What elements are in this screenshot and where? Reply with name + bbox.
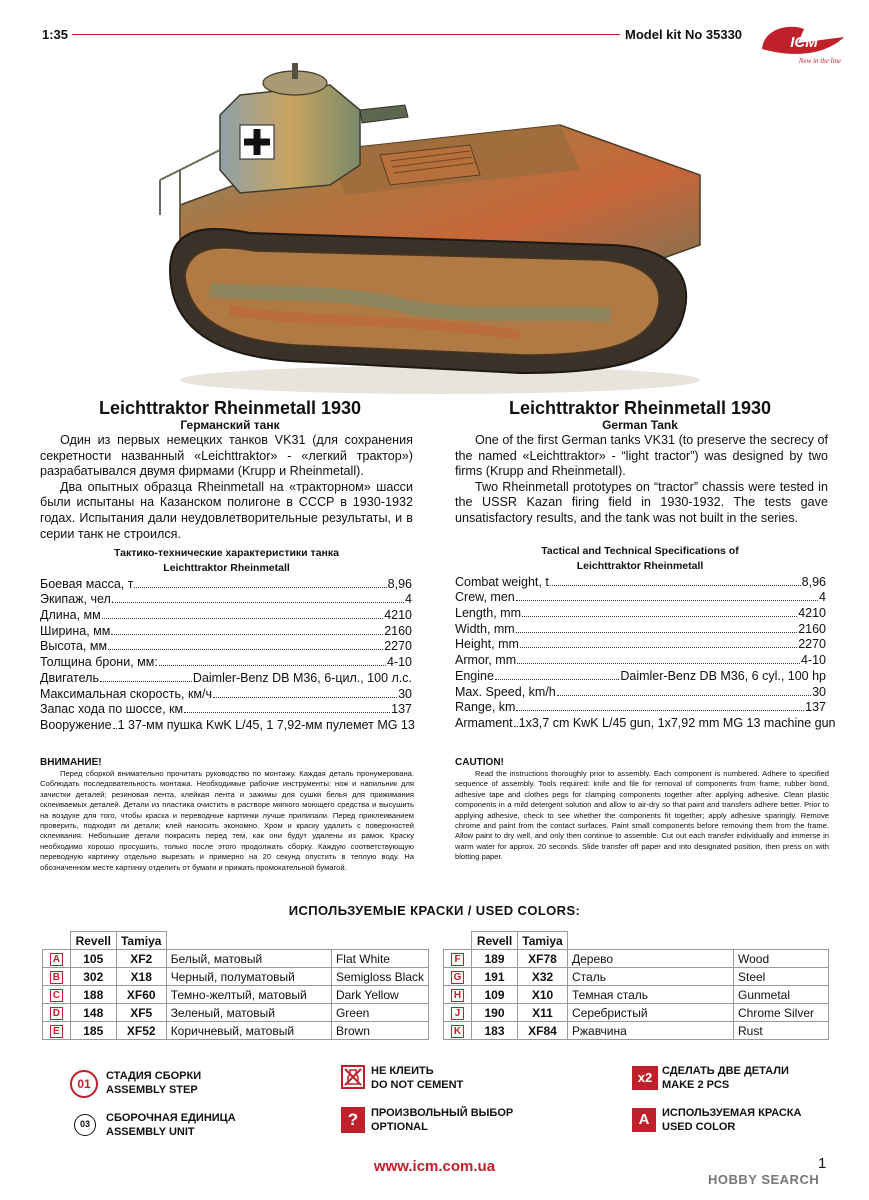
leader-dots bbox=[550, 585, 801, 586]
spec-row bbox=[40, 669, 412, 685]
revell-code: 190 bbox=[472, 1004, 518, 1022]
tank-illustration bbox=[140, 55, 730, 395]
legend-en: MAKE 2 PCS bbox=[662, 1079, 730, 1091]
leader-dots bbox=[108, 649, 383, 650]
color-name-ru: Коричневый, матовый bbox=[166, 1022, 331, 1040]
spec-value: 2160 bbox=[798, 621, 826, 636]
optional-label bbox=[371, 1106, 513, 1134]
color-name-en: Wood bbox=[734, 950, 829, 968]
en-spec-heading bbox=[455, 544, 825, 574]
en-warning-title: CAUTION! bbox=[455, 757, 504, 768]
spec-label: Armor, mm bbox=[455, 653, 517, 668]
en-title: Leichttraktor Rheinmetall 1930 bbox=[508, 398, 772, 418]
revell-code: 302 bbox=[70, 968, 116, 986]
spec-row bbox=[455, 604, 826, 620]
assembly-unit-label bbox=[106, 1111, 236, 1139]
spec-value: 1 37-мм пушка KwK L/45, 1 7,92-мм пулемет MG 13 bbox=[117, 717, 415, 732]
color-name-ru: Черный, полуматовый bbox=[166, 968, 331, 986]
color-name-ru: Темно-желтый, матовый bbox=[166, 986, 331, 1004]
color-letter-badge: D bbox=[50, 1007, 63, 1020]
leader-dots bbox=[520, 647, 797, 648]
leader-dots bbox=[516, 600, 818, 601]
paint-row bbox=[43, 968, 429, 986]
spec-label: Экипаж, чел. bbox=[40, 592, 115, 607]
en-paragraph: One of the first German tanks VK31 (to preserve the secrecy of the named «Leichttraktor» - “light tractor”) was designed by two firms (Krupp and Rheinmetall). bbox=[455, 433, 828, 479]
color-name-ru: Дерево bbox=[568, 950, 734, 968]
paint-row bbox=[444, 1004, 829, 1022]
tamiya-code: X32 bbox=[518, 968, 568, 986]
spec-row bbox=[40, 716, 415, 732]
spec-label: Length, mm bbox=[455, 606, 522, 621]
tamiya-header: Tamiya bbox=[518, 932, 568, 950]
spec-row bbox=[40, 638, 412, 654]
paint-row bbox=[444, 950, 829, 968]
leader-dots bbox=[522, 616, 797, 617]
spec-value: 30 bbox=[398, 686, 412, 701]
spec-row bbox=[455, 589, 826, 605]
color-name-ru: Темная сталь bbox=[568, 986, 734, 1004]
legend-ru: СТАДИЯ СБОРКИ bbox=[106, 1070, 202, 1082]
leader-dots bbox=[557, 695, 811, 696]
spec-value: Daimler-Benz DB M36, 6 cyl., 100 hp bbox=[620, 668, 826, 683]
color-letter-badge: E bbox=[50, 1025, 63, 1038]
leader-dots bbox=[102, 618, 383, 619]
paint-row bbox=[43, 1004, 429, 1022]
ru-subtitle: Германский танк bbox=[180, 418, 280, 432]
model-kit-number: Model kit No 35330 bbox=[625, 27, 743, 42]
color-letter-badge: K bbox=[451, 1025, 464, 1038]
revell-code: 188 bbox=[70, 986, 116, 1004]
color-letter-badge: G bbox=[451, 971, 464, 984]
color-name-en: Green bbox=[331, 1004, 428, 1022]
paint-table-left bbox=[42, 931, 429, 1040]
en-warning-text bbox=[455, 769, 829, 863]
page-number: 1 bbox=[818, 1155, 827, 1172]
revell-header: Revell bbox=[472, 932, 518, 950]
spec-row bbox=[455, 667, 826, 683]
spec-row bbox=[40, 622, 412, 638]
used-color-icon: A bbox=[632, 1108, 656, 1132]
legend-ru: НЕ КЛЕИТЬ bbox=[371, 1065, 434, 1077]
spec-label: Боевая масса, т bbox=[40, 576, 134, 591]
en-description bbox=[455, 433, 828, 527]
paint-table-right bbox=[443, 931, 829, 1040]
ru-paragraph: Два опытных образца Rheinmetall на «тракторном» шасси были испытаны на Казанском полигоне в СССР в 1930-1932 годах. Испытания дали неудовлетворительные результаты, и в серии танк не строился. bbox=[40, 479, 413, 541]
paint-table-header bbox=[444, 932, 829, 950]
en-subtitle: German Tank bbox=[602, 418, 678, 432]
spec-row bbox=[40, 653, 412, 669]
header-blank bbox=[444, 932, 472, 950]
ru-warning-body: Перед сборкой внимательно прочитать руководство по монтажу. Каждая деталь пронумерована. Соблюдать последовательность монтажа. Необходимые рабочие инструменты: нож и напильник для зачистки деталей; резиновая лента, клейкая лента и зажимы для сушки белья для прижимания склеиваемых деталей. Детали из пластика очистить в растворе мягкого моющего средства и высушить на воздухе для того, чтобы краска и переводные картинки лучше прилипали. Перед приклеиванием проверить, подходят ли детали; клей наносить экономно. Хром и краску удалить с поверхностей склеивания. Небольшие детали покрасить перед тем, как они будут удалены из рамок. Краску необходимо хорошо просушить, только после этого продолжать сборку. Каждую соответствующую переводную картинку отдельно вырезать и примерно на 20 секунд опустить в теплую воду. На обозначенном месте картинку отделить от бумаги и прижать промокательной бумагой. bbox=[40, 769, 414, 872]
color-name-en: Rust bbox=[734, 1022, 829, 1040]
legend-en: ASSEMBLY UNIT bbox=[106, 1126, 195, 1138]
leader-dots bbox=[213, 697, 397, 698]
spec-row bbox=[40, 606, 412, 622]
ru-spec-heading-line: Leichttraktor Rheinmetall bbox=[163, 562, 290, 574]
ru-spec-heading bbox=[40, 546, 413, 576]
revell-code: 191 bbox=[472, 968, 518, 986]
icm-logo bbox=[758, 23, 850, 67]
spec-label: Двигатель bbox=[40, 670, 99, 685]
leader-dots bbox=[517, 663, 800, 664]
leader-dots bbox=[516, 632, 797, 633]
spec-value: 4 bbox=[819, 590, 826, 605]
en-paragraph: Two Rheinmetall prototypes on “tractor” chassis were tested in the USSR Kazan firing field in 1930-1932. The tests gave unsatisfactory results, and the tank was not built in the series. bbox=[455, 479, 828, 525]
tamiya-code: X18 bbox=[116, 968, 166, 986]
tamiya-code: XF84 bbox=[518, 1022, 568, 1040]
leader-dots bbox=[100, 681, 192, 682]
spec-row bbox=[40, 685, 412, 701]
used-color-label bbox=[662, 1106, 801, 1134]
leader-dots bbox=[159, 665, 386, 666]
legend-ru: СБОРОЧНАЯ ЕДИНИЦА bbox=[106, 1112, 236, 1124]
paint-row bbox=[444, 986, 829, 1004]
used-colors-heading: ИСПОЛЬЗУЕМЫЕ КРАСКИ / USED COLORS: bbox=[288, 903, 581, 918]
no-cement-icon bbox=[341, 1065, 365, 1089]
color-name-en: Gunmetal bbox=[734, 986, 829, 1004]
spec-row bbox=[455, 620, 826, 636]
optional-icon: ? bbox=[341, 1107, 365, 1133]
color-letter-badge: H bbox=[451, 989, 464, 1002]
website-link[interactable]: www.icm.com.ua bbox=[373, 1158, 496, 1175]
tamiya-header: Tamiya bbox=[116, 932, 166, 950]
spec-label: Вооружение bbox=[40, 717, 112, 732]
legend-en: OPTIONAL bbox=[371, 1121, 428, 1133]
tamiya-code: XF52 bbox=[116, 1022, 166, 1040]
color-name-ru: Сталь bbox=[568, 968, 734, 986]
leader-dots bbox=[184, 712, 390, 713]
spec-label: Max. Speed, km/h bbox=[455, 684, 556, 699]
legend-en: USED COLOR bbox=[662, 1121, 736, 1133]
color-name-en: Steel bbox=[734, 968, 829, 986]
en-spec-heading-line: Leichttraktor Rheinmetall bbox=[576, 560, 704, 572]
leader-dots bbox=[495, 679, 619, 680]
legend-en: DO NOT CEMENT bbox=[371, 1079, 464, 1091]
spec-row bbox=[455, 573, 826, 589]
color-name-en: Flat White bbox=[331, 950, 428, 968]
spec-value: 2270 bbox=[798, 637, 826, 652]
spec-label: Engine bbox=[455, 668, 494, 683]
spec-label: Range, km bbox=[455, 700, 516, 715]
leader-dots bbox=[115, 602, 404, 603]
spec-value: 30 bbox=[812, 684, 826, 699]
paint-row bbox=[43, 986, 429, 1004]
header-blank bbox=[43, 932, 71, 950]
spec-label: Толщина брони, мм: bbox=[40, 655, 158, 670]
leader-dots bbox=[111, 634, 383, 635]
spec-row bbox=[455, 714, 836, 730]
tamiya-code: XF78 bbox=[518, 950, 568, 968]
spec-value: 8,96 bbox=[387, 576, 412, 591]
spec-row bbox=[455, 636, 826, 652]
leader-dots bbox=[516, 710, 804, 711]
spec-value: 2160 bbox=[384, 623, 412, 638]
spec-label: Combat weight, t bbox=[455, 574, 549, 589]
make-two-icon: x2 bbox=[632, 1066, 658, 1090]
revell-header: Revell bbox=[70, 932, 116, 950]
ru-paragraph: Один из первых немецких танков VK31 (для сохранения секретности названный «Leichttraktor» - «легкий трактор») разрабатывался двумя фирмами (Krupp и Rheinmetall). bbox=[40, 433, 413, 479]
assembly-step-label bbox=[106, 1069, 201, 1097]
color-letter-badge: C bbox=[50, 989, 63, 1002]
spec-row bbox=[455, 699, 826, 715]
spec-value: 137 bbox=[805, 700, 826, 715]
leader-dots bbox=[514, 726, 518, 727]
color-name-ru: Серебристый bbox=[568, 1004, 734, 1022]
spec-value: 4210 bbox=[798, 606, 826, 621]
tamiya-code: X11 bbox=[518, 1004, 568, 1022]
header-blank bbox=[331, 932, 428, 950]
revell-code: 185 bbox=[70, 1022, 116, 1040]
paint-row bbox=[444, 1022, 829, 1040]
ru-spec-heading-line: Тактико-технические характеристики танка bbox=[114, 547, 339, 559]
spec-label: Запас хода по шоссе, км bbox=[40, 702, 184, 717]
color-name-en: Dark Yellow bbox=[331, 986, 428, 1004]
revell-code: 183 bbox=[472, 1022, 518, 1040]
spec-label: Максимальная скорость, км/ч bbox=[40, 686, 212, 701]
revell-code: 109 bbox=[472, 986, 518, 1004]
tamiya-code: XF5 bbox=[116, 1004, 166, 1022]
revell-code: 189 bbox=[472, 950, 518, 968]
leader-dots bbox=[134, 587, 386, 588]
revell-code: 105 bbox=[70, 950, 116, 968]
spec-value: 4 bbox=[405, 592, 412, 607]
ru-description bbox=[40, 433, 413, 542]
spec-value: 137 bbox=[391, 702, 412, 717]
color-name-en: Semigloss Black bbox=[331, 968, 428, 986]
spec-label: Высота, мм bbox=[40, 639, 108, 654]
ru-title: Leichttraktor Rheinmetall 1930 bbox=[98, 398, 362, 418]
spec-row bbox=[455, 651, 826, 667]
scale-label: 1:35 bbox=[42, 27, 69, 42]
legend-ru: ИСПОЛЬЗУЕМАЯ КРАСКА bbox=[662, 1107, 802, 1119]
color-letter-badge: F bbox=[451, 953, 464, 966]
ru-warning-title: ВНИМАНИЕ! bbox=[40, 757, 102, 768]
spec-label: Height, mm bbox=[455, 637, 519, 652]
spec-label: Armament bbox=[455, 715, 513, 730]
spec-label: Длина, мм bbox=[40, 608, 101, 623]
make-two-label bbox=[662, 1064, 789, 1092]
color-letter-badge: B bbox=[50, 971, 63, 984]
paint-row bbox=[43, 1022, 429, 1040]
tamiya-code: X10 bbox=[518, 986, 568, 1004]
ru-spec-list bbox=[40, 575, 415, 732]
header-blank bbox=[734, 932, 829, 950]
spec-label: Width, mm bbox=[455, 621, 515, 636]
leader-dots bbox=[113, 728, 117, 729]
spec-row bbox=[40, 575, 412, 591]
paint-table-header bbox=[43, 932, 429, 950]
legend-ru: ПРОИЗВОЛЬНЫЙ ВЫБОР bbox=[371, 1107, 514, 1119]
header-rule bbox=[72, 34, 620, 35]
spec-label: Ширина, мм bbox=[40, 623, 111, 638]
color-name-ru: Ржавчина bbox=[568, 1022, 734, 1040]
spec-row bbox=[40, 701, 412, 717]
color-letter-badge: A bbox=[50, 953, 63, 966]
legend-en: ASSEMBLY STEP bbox=[106, 1084, 198, 1096]
en-spec-heading-line: Tactical and Technical Specifications of bbox=[541, 545, 739, 557]
color-name-ru: Зеленый, матовый bbox=[166, 1004, 331, 1022]
tamiya-code: XF60 bbox=[116, 986, 166, 1004]
color-name-en: Chrome Silver bbox=[734, 1004, 829, 1022]
svg-text:New in the line: New in the line bbox=[798, 57, 842, 65]
color-name-en: Brown bbox=[331, 1022, 428, 1040]
no-cement-label bbox=[371, 1064, 463, 1092]
assembly-unit-icon: 03 bbox=[74, 1114, 96, 1136]
color-letter-badge: J bbox=[451, 1007, 464, 1020]
revell-code: 148 bbox=[70, 1004, 116, 1022]
tamiya-code: XF2 bbox=[116, 950, 166, 968]
spec-row bbox=[455, 683, 826, 699]
spec-row bbox=[40, 591, 412, 607]
spec-value: 8,96 bbox=[801, 574, 826, 589]
header-blank bbox=[568, 932, 734, 950]
spec-value: 4210 bbox=[384, 608, 412, 623]
ru-warning-text bbox=[40, 769, 414, 873]
header-blank bbox=[166, 932, 331, 950]
paint-row bbox=[43, 950, 429, 968]
svg-text:ICM: ICM bbox=[790, 34, 818, 51]
spec-label: Crew, men bbox=[455, 590, 515, 605]
spec-value: Daimler-Benz DB M36, 6-цил., 100 л.с. bbox=[192, 670, 412, 685]
color-name-ru: Белый, матовый bbox=[166, 950, 331, 968]
en-spec-list bbox=[455, 573, 836, 730]
spec-value: 2270 bbox=[384, 639, 412, 654]
watermark: HOBBY SEARCH bbox=[708, 1172, 820, 1187]
legend-ru: СДЕЛАТЬ ДВЕ ДЕТАЛИ bbox=[662, 1065, 789, 1077]
spec-value: 4-10 bbox=[800, 653, 826, 668]
en-warning-body: Read the instructions thoroughly prior to assembly. Each component is numbered. Adhere to specified sequence of assembly. Tools required: knife and file for removal of components from frame; rubber bond, adhesive tape and clothes pegs for clamping components together after applying adhesive. Clean plastic components in a mild detergent solution and allow to air-dry so that paint and transfers adhere better. Prior to applying adhesive, check to see whether the components fit together; apply adhesive sparingly. Remove chrome and paint from the contact surfaces. Paint small components before removing them from the frame. Allow paint to dry well, and only then continue to assemble. Cut out each transfer individually and immerse in warm water for approx. 20 seconds. Slide transfer off paper and into designated position, then press on with blotting paper. bbox=[455, 769, 829, 862]
paint-row bbox=[444, 968, 829, 986]
spec-value: 4-10 bbox=[386, 655, 412, 670]
spec-value: 1x3,7 cm KwK L/45 gun, 1x7,92 mm MG 13 machine gun bbox=[518, 715, 836, 730]
assembly-step-icon: 01 bbox=[70, 1070, 98, 1098]
